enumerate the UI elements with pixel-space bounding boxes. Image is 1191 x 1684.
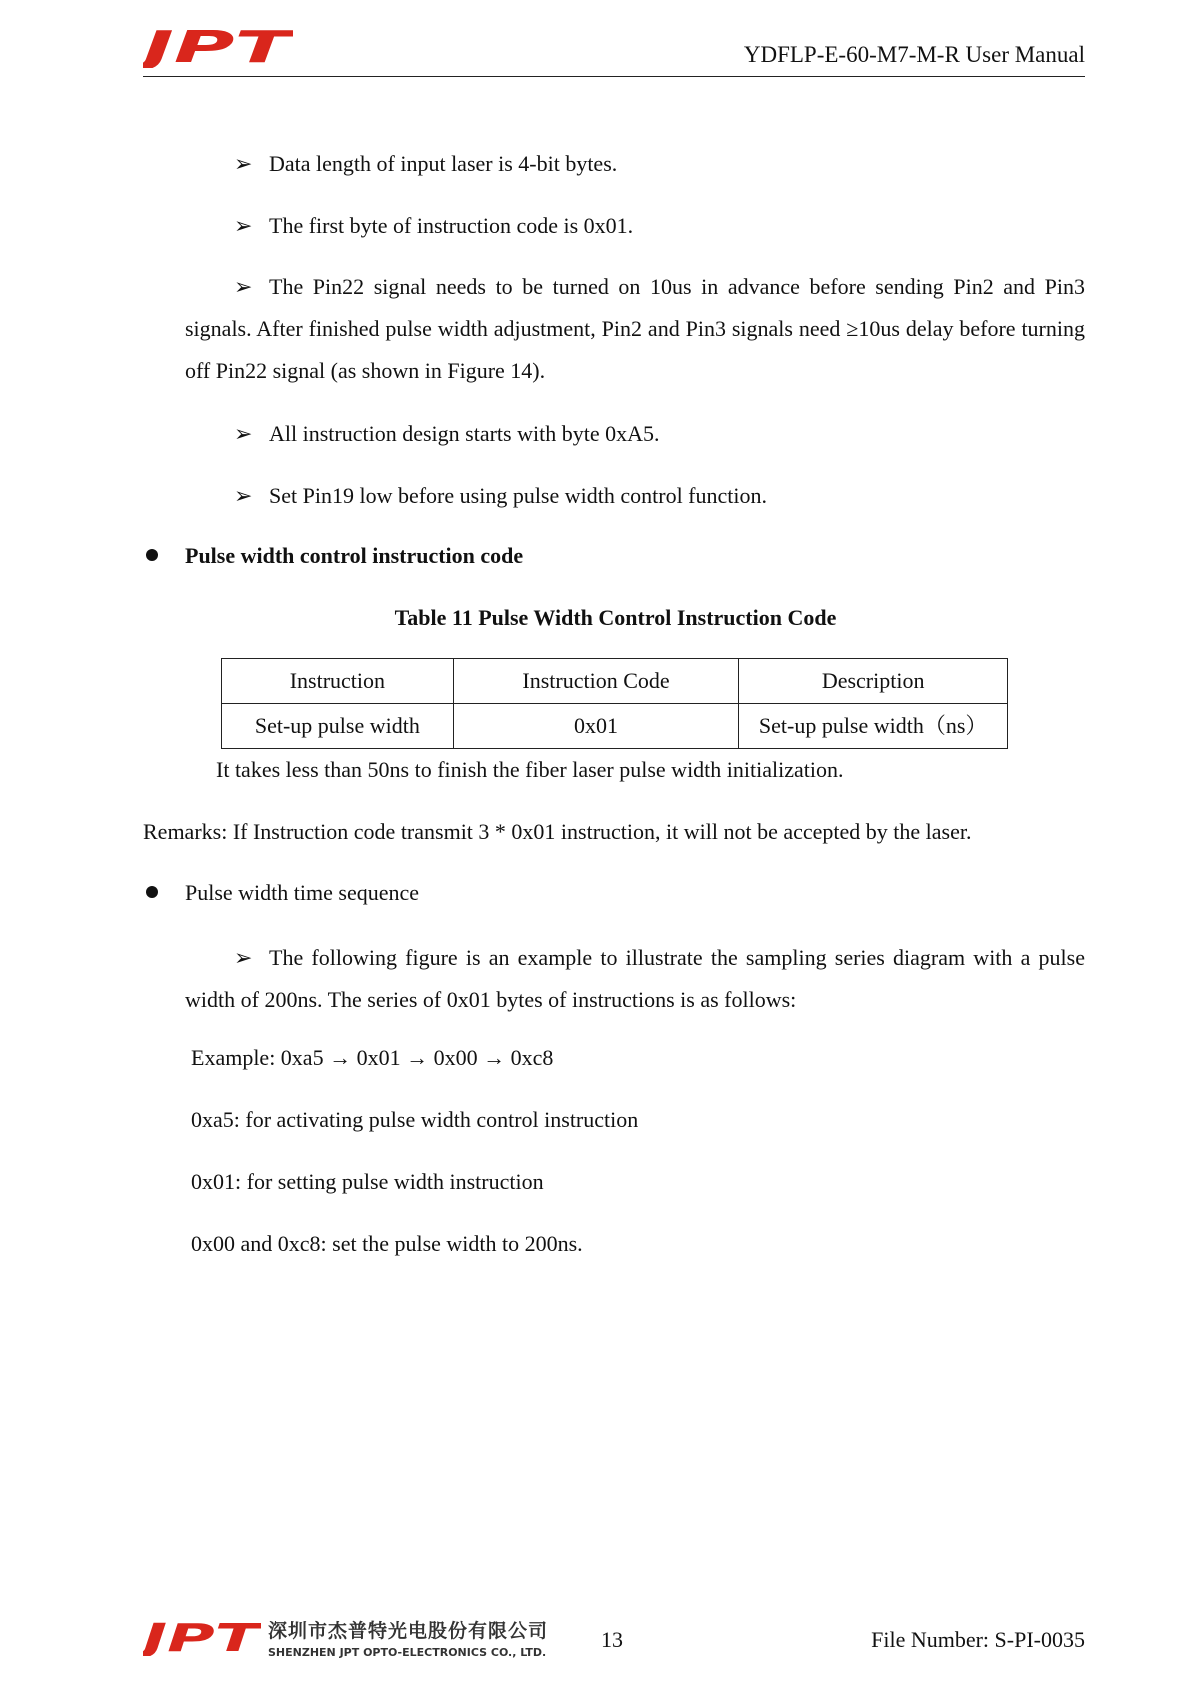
footer-company-cn: 深圳市杰普特光电股份有限公司 (268, 1620, 549, 1642)
svg-text:JPT: PT (158, 1620, 261, 1656)
table-row (222, 704, 1008, 749)
bullet-item: Set Pin19 low before using pulse width control function. (269, 483, 767, 508)
table-cell: 0x01 (453, 704, 739, 749)
section-heading: Pulse width control instruction code (185, 543, 524, 568)
section-heading: Pulse width time sequence (185, 880, 420, 905)
file-number: File Number: S-PI-0035 (871, 1627, 1085, 1652)
page-number: 13 (601, 1627, 623, 1652)
arrow-bullet-icon: ➢ (234, 151, 253, 176)
header-divider (143, 76, 1085, 77)
table-cell: Set-up pulse width (222, 704, 454, 749)
jpt-logo-icon (143, 1620, 261, 1656)
init-note: It takes less than 50ns to finish the fiber laser pulse width initialization. (216, 757, 844, 782)
bullet-item: All instruction design starts with byte 0xA5. (269, 421, 660, 446)
instruction-table (221, 658, 1008, 749)
header-logo (143, 26, 293, 73)
arrow-bullet-icon: ➢ (234, 274, 253, 299)
footer-company-en: SHENZHEN JPT OPTO-ELECTRONICS CO., LTD. (268, 1646, 547, 1659)
table-header-cell: Instruction (222, 659, 454, 704)
table-header-cell: Description (739, 659, 1008, 704)
footer-logo (143, 1620, 261, 1661)
arrow-bullet-icon: ➢ (234, 483, 253, 508)
table-caption: Table 11 Pulse Width Control Instruction Code (394, 605, 837, 630)
jpt-logo-icon (143, 26, 293, 68)
arrow-bullet-icon: ➢ (234, 945, 253, 970)
bullet-item: Data length of input laser is 4-bit bytes. (269, 151, 618, 176)
example-line: 0x00 and 0xc8: set the pulse width to 200ns. (191, 1231, 583, 1256)
document-title: YDFLP-E-60-M7-M-R User Manual (743, 42, 1085, 67)
bullet-item: The first byte of instruction code is 0x01. (269, 213, 634, 238)
table-header-cell: Instruction Code (453, 659, 739, 704)
arrow-bullet-icon: ➢ (234, 421, 253, 446)
pin22-paragraph: The Pin22 signal needs to be turned on 10us in advance before sending Pin2 and Pin3 signals. After finished pulse width adjustment, Pin2 and Pin3 signals need ≥10us delay before turning off Pin22 signal (as shown in Figure 14). (185, 274, 1085, 383)
table-cell: Set-up pulse width（ns） (739, 704, 1008, 749)
example-line: 0x01: for setting pulse width instruction (191, 1169, 544, 1194)
arrow-bullet-icon: ➢ (234, 213, 253, 238)
remarks: Remarks: If Instruction code transmit 3 * 0x01 instruction, it will not be accepted by the laser. (143, 819, 972, 844)
example-line: Example: 0xa5 → 0x01 → 0x00 → 0xc8 (191, 1045, 554, 1070)
example-line: 0xa5: for activating pulse width control instruction (191, 1107, 639, 1132)
bullet-dot-icon (146, 549, 158, 561)
svg-text:JPT: PT (163, 26, 293, 68)
bullet-dot-icon (146, 886, 158, 898)
example-paragraph: The following figure is an example to illustrate the sampling series diagram with a pulse width of 200ns. The series of 0x01 bytes of instructions is as follows: (185, 945, 1085, 1012)
table-header-row (222, 659, 1008, 704)
